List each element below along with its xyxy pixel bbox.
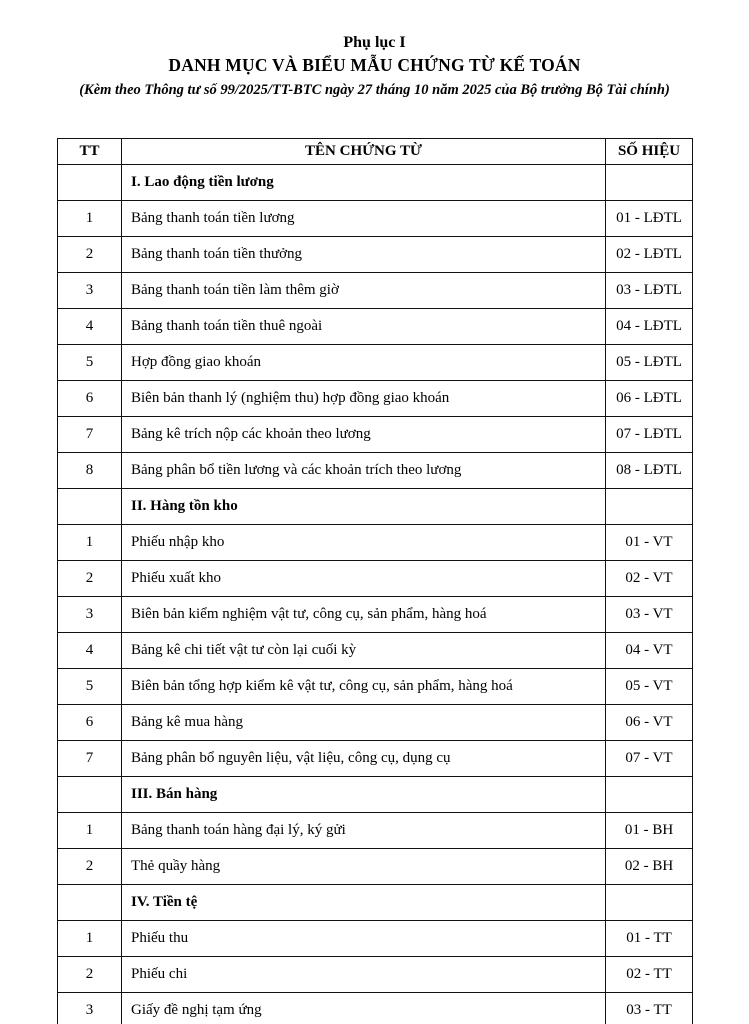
table-row xyxy=(58,309,693,345)
voucher-table xyxy=(57,138,693,1024)
document-code xyxy=(606,165,693,201)
document-code: 02 - VT xyxy=(606,561,693,597)
table-row xyxy=(58,165,693,201)
document-code xyxy=(606,777,693,813)
row-number: 4 xyxy=(58,633,122,669)
row-number: 2 xyxy=(58,561,122,597)
document-code: 02 - LĐTL xyxy=(606,237,693,273)
document-code: 07 - LĐTL xyxy=(606,417,693,453)
table-row xyxy=(58,561,693,597)
document-name: Bảng phân bổ nguyên liệu, vật liệu, công cụ, dụng cụ xyxy=(122,741,606,777)
document-subtitle: (Kèm theo Thông tư số 99/2025/TT-BTC ngày 27 tháng 10 năm 2025 của Bộ trưởng Bộ Tài chính) xyxy=(79,82,670,99)
row-number: 1 xyxy=(58,201,122,237)
row-number: 7 xyxy=(58,741,122,777)
table-row xyxy=(58,453,693,489)
document-name: Bảng thanh toán tiền làm thêm giờ xyxy=(122,273,606,309)
table-row xyxy=(58,417,693,453)
document-name: Phiếu xuất kho xyxy=(122,561,606,597)
document-code xyxy=(606,885,693,921)
column-header-tt: TT xyxy=(58,139,122,165)
row-number: 8 xyxy=(58,453,122,489)
document-code: 03 - VT xyxy=(606,597,693,633)
table-row xyxy=(58,957,693,993)
table-row xyxy=(58,921,693,957)
document-name: Phiếu thu xyxy=(122,921,606,957)
document-code: 03 - TT xyxy=(606,993,693,1024)
document-header xyxy=(0,32,749,101)
row-number xyxy=(58,165,122,201)
row-number: 6 xyxy=(58,705,122,741)
column-header-name: TÊN CHỨNG TỪ xyxy=(122,139,606,165)
row-number: 2 xyxy=(58,957,122,993)
document-name: Biên bản thanh lý (nghiệm thu) hợp đồng giao khoán xyxy=(122,381,606,417)
document-name: Bảng kê mua hàng xyxy=(122,705,606,741)
document-code: 01 - TT xyxy=(606,921,693,957)
table-row xyxy=(58,885,693,921)
document-name: IV. Tiền tệ xyxy=(122,885,606,921)
table-row xyxy=(58,813,693,849)
document-code: 06 - VT xyxy=(606,705,693,741)
document-name: Bảng thanh toán tiền lương xyxy=(122,201,606,237)
document-name: Bảng phân bổ tiền lương và các khoản trích theo lương xyxy=(122,453,606,489)
table-row xyxy=(58,777,693,813)
table-row xyxy=(58,849,693,885)
document-code: 02 - BH xyxy=(606,849,693,885)
document-code: 04 - VT xyxy=(606,633,693,669)
document-name: Bảng thanh toán hàng đại lý, ký gửi xyxy=(122,813,606,849)
document-name: Thẻ quầy hàng xyxy=(122,849,606,885)
document-title: DANH MỤC VÀ BIỂU MẪU CHỨNG TỪ KẾ TOÁN xyxy=(168,55,581,76)
row-number: 5 xyxy=(58,345,122,381)
document-name: III. Bán hàng xyxy=(122,777,606,813)
document-name: Biên bản tổng hợp kiểm kê vật tư, công cụ, sản phẩm, hàng hoá xyxy=(122,669,606,705)
document-name: Bảng kê chi tiết vật tư còn lại cuối kỳ xyxy=(122,633,606,669)
table-row xyxy=(58,201,693,237)
document-name: Giấy đề nghị tạm ứng xyxy=(122,993,606,1024)
table-row xyxy=(58,237,693,273)
table-row xyxy=(58,489,693,525)
voucher-table-header xyxy=(58,139,693,165)
row-number xyxy=(58,777,122,813)
row-number xyxy=(58,489,122,525)
row-number: 5 xyxy=(58,669,122,705)
table-row xyxy=(58,993,693,1024)
document-code: 04 - LĐTL xyxy=(606,309,693,345)
row-number: 4 xyxy=(58,309,122,345)
document-name: I. Lao động tiền lương xyxy=(122,165,606,201)
row-number: 6 xyxy=(58,381,122,417)
document-name: Bảng thanh toán tiền thưởng xyxy=(122,237,606,273)
appendix-label: Phụ lục I xyxy=(343,34,406,51)
document-code: 05 - VT xyxy=(606,669,693,705)
column-header-code: SỐ HIỆU xyxy=(606,139,693,165)
table-header-row xyxy=(58,139,693,165)
row-number xyxy=(58,885,122,921)
row-number: 3 xyxy=(58,273,122,309)
row-number: 1 xyxy=(58,525,122,561)
row-number: 1 xyxy=(58,921,122,957)
table-row xyxy=(58,633,693,669)
document-code xyxy=(606,489,693,525)
row-number: 2 xyxy=(58,849,122,885)
document-code: 01 - VT xyxy=(606,525,693,561)
document-name: II. Hàng tồn kho xyxy=(122,489,606,525)
document-code: 01 - LĐTL xyxy=(606,201,693,237)
row-number: 3 xyxy=(58,993,122,1024)
document-code: 07 - VT xyxy=(606,741,693,777)
table-row xyxy=(58,597,693,633)
document-name: Phiếu nhập kho xyxy=(122,525,606,561)
table-row xyxy=(58,705,693,741)
document-code: 06 - LĐTL xyxy=(606,381,693,417)
document-code: 02 - TT xyxy=(606,957,693,993)
table-row xyxy=(58,525,693,561)
table-row xyxy=(58,273,693,309)
document-code: 08 - LĐTL xyxy=(606,453,693,489)
document-code: 03 - LĐTL xyxy=(606,273,693,309)
row-number: 3 xyxy=(58,597,122,633)
document-name: Bảng kê trích nộp các khoản theo lương xyxy=(122,417,606,453)
row-number: 7 xyxy=(58,417,122,453)
document-name: Phiếu chi xyxy=(122,957,606,993)
voucher-table-body xyxy=(58,165,693,1024)
row-number: 2 xyxy=(58,237,122,273)
document-name: Biên bản kiểm nghiệm vật tư, công cụ, sản phẩm, hàng hoá xyxy=(122,597,606,633)
table-row xyxy=(58,345,693,381)
table-row xyxy=(58,741,693,777)
table-row xyxy=(58,669,693,705)
row-number: 1 xyxy=(58,813,122,849)
document-code: 05 - LĐTL xyxy=(606,345,693,381)
document-name: Hợp đồng giao khoán xyxy=(122,345,606,381)
table-row xyxy=(58,381,693,417)
document-code: 01 - BH xyxy=(606,813,693,849)
document-name: Bảng thanh toán tiền thuê ngoài xyxy=(122,309,606,345)
